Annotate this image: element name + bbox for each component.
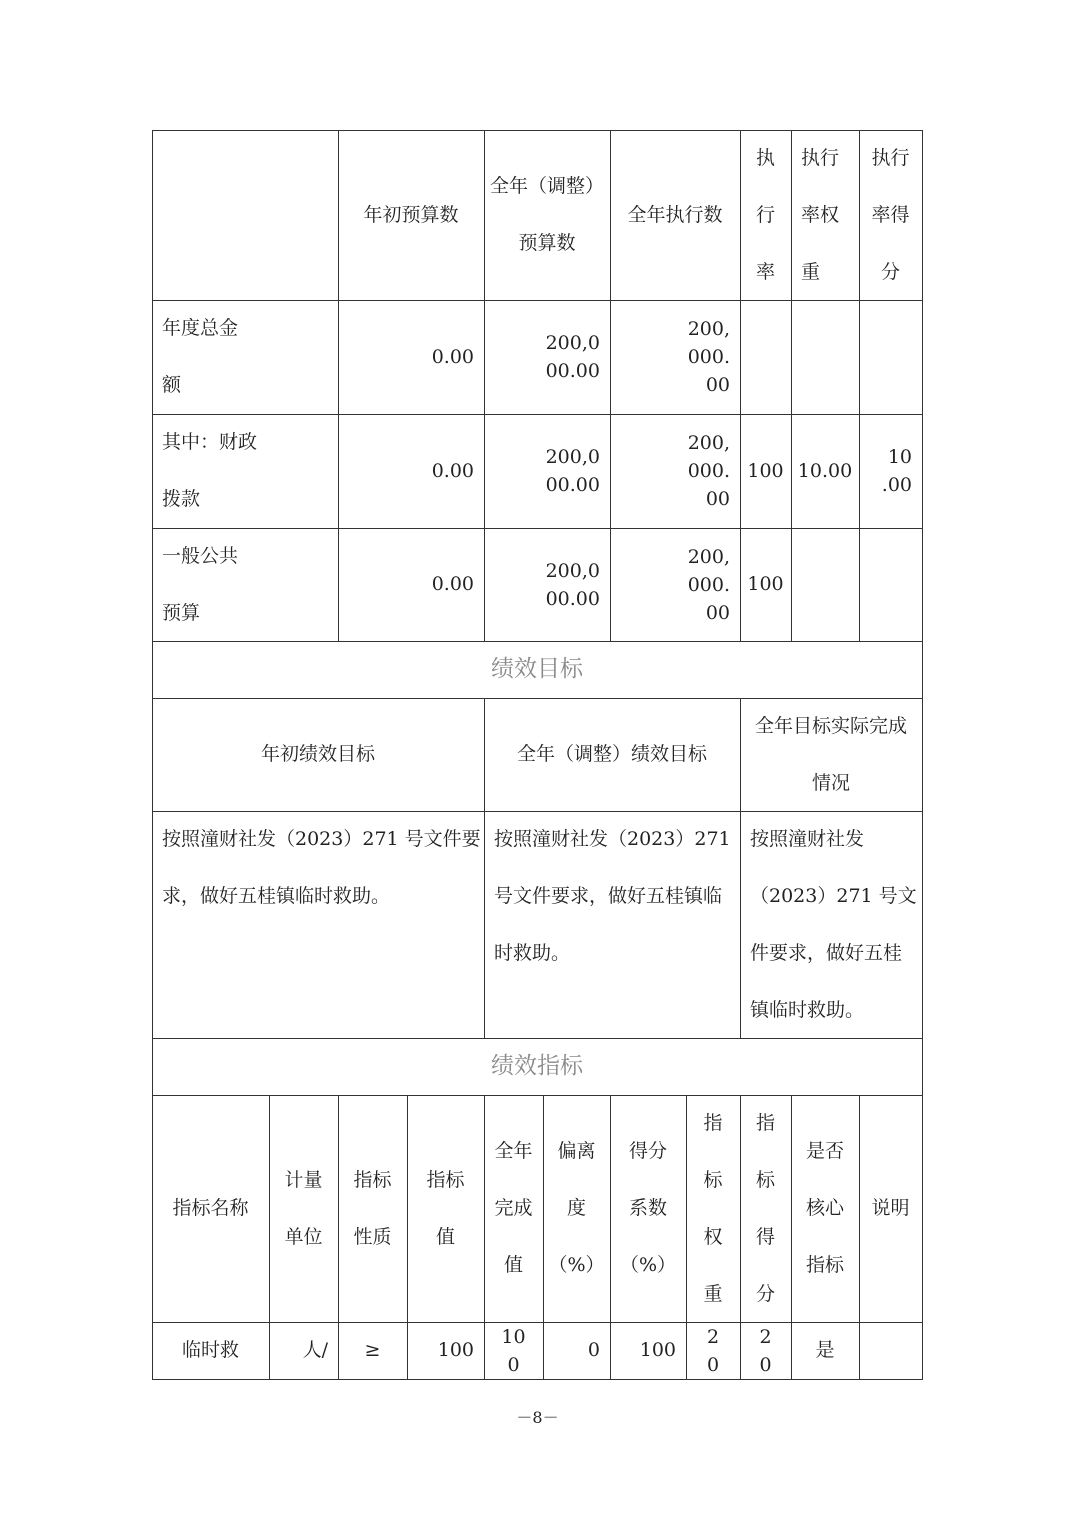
ind-head-coef: 得分 系数 （%） — [619, 1140, 677, 1276]
grid-line — [740, 130, 741, 641]
goals-section-title: 绩效目标 — [491, 656, 583, 683]
grid-line — [152, 1038, 923, 1039]
grid-line — [610, 1095, 611, 1379]
grid-line — [152, 1095, 923, 1096]
grid-line — [152, 130, 153, 1380]
budget-row-executed: 200, 000. 00 — [687, 318, 730, 396]
grid-line — [791, 130, 792, 641]
grid-line — [152, 528, 923, 529]
ind-head-weight: 指 标 权 重 — [703, 1111, 723, 1305]
page-number: －8－ — [516, 1408, 559, 1427]
header-rate-score: 执行 率得 分 — [871, 146, 910, 283]
grid-line — [152, 1379, 923, 1380]
grid-line — [152, 641, 923, 642]
header-initial-budget: 年初预算数 — [363, 203, 459, 226]
grid-line — [407, 1095, 408, 1379]
ind-head-unit: 计量 单位 — [284, 1168, 323, 1248]
grid-line — [686, 1095, 687, 1379]
grid-line — [791, 1095, 792, 1379]
grid-line — [484, 1095, 485, 1379]
ind-head-nature: 指标 性质 — [353, 1168, 392, 1248]
budget-row-label: 一般公共 预算 — [162, 544, 239, 624]
budget-row-executed: 200, 000. 00 — [687, 545, 730, 624]
goals-text-adjusted: 按照潼财社发（2023）271 号文件要求，做好五桂镇临 时救助。 — [494, 828, 731, 964]
budget-row-executed: 200, 000. 00 — [687, 432, 730, 510]
ind-row-coef: 100 — [639, 1339, 676, 1362]
grid-line — [152, 414, 923, 415]
grid-line — [484, 698, 485, 1038]
grid-line — [740, 698, 741, 1038]
grid-line — [859, 1095, 860, 1379]
budget-row-adjusted: 200,0 00.00 — [545, 559, 600, 610]
header-adjusted-budget: 全年（调整） 预算数 — [489, 175, 604, 254]
indicators-section-title: 绩效指标 — [491, 1053, 583, 1080]
header-exec-rate: 执 行 率 — [755, 146, 775, 283]
grid-line — [740, 1095, 741, 1379]
grid-line — [543, 1095, 544, 1379]
budget-row-rate: 100 — [747, 573, 784, 596]
budget-row-rate: 100 — [747, 459, 784, 482]
grid-line — [152, 1322, 923, 1323]
grid-line — [484, 130, 485, 641]
ind-head-note: 说明 — [871, 1197, 910, 1220]
ind-head-score: 指 标 得 分 — [755, 1111, 775, 1305]
ind-row-note — [859, 1322, 922, 1379]
header-executed: 全年执行数 — [627, 203, 723, 226]
grid-line — [922, 130, 923, 1380]
grid-line — [859, 130, 860, 641]
ind-row-unit: 人/ — [302, 1339, 328, 1362]
ind-row-nature: ≥ — [364, 1339, 381, 1362]
grid-line — [338, 130, 339, 641]
budget-row-initial: 0.00 — [431, 345, 474, 368]
budget-row-label: 年度总金 额 — [162, 317, 239, 396]
ind-head-value: 指标 值 — [426, 1168, 465, 1248]
goals-head-actual: 全年目标实际完成 情况 — [754, 714, 907, 794]
ind-head-core: 是否 核心 指标 — [805, 1140, 844, 1276]
goals-head-adjusted: 全年（调整）绩效目标 — [516, 743, 707, 766]
grid-line — [610, 130, 611, 641]
header-blank-cell — [152, 130, 338, 300]
budget-row-initial: 0.00 — [431, 573, 474, 596]
budget-row-adjusted: 200,0 00.00 — [545, 446, 600, 496]
budget-row-weight: 10.00 — [797, 459, 853, 482]
grid-line — [152, 130, 923, 131]
ind-row-score: 2 0 — [759, 1325, 772, 1376]
ind-row-completed: 10 0 — [501, 1325, 526, 1376]
goals-text-initial: 按照潼财社发（2023）271 号文件要 求，做好五桂镇临时救助。 — [162, 828, 481, 907]
goals-text-actual: 按照潼财社发 （2023）271 号文 件要求，做好五桂 镇临时救助。 — [750, 828, 917, 1021]
grid-line — [152, 698, 923, 699]
ind-row-deviation: 0 — [587, 1339, 600, 1362]
ind-head-name: 指标名称 — [172, 1197, 249, 1220]
budget-row-label: 其中：财政 拨款 — [162, 431, 258, 510]
grid-line — [152, 811, 923, 812]
goals-head-initial: 年初绩效目标 — [260, 743, 375, 766]
ind-row-core: 是 — [815, 1339, 835, 1362]
budget-row-initial: 0.00 — [431, 459, 474, 482]
ind-row-value: 100 — [437, 1339, 474, 1362]
grid-line — [269, 1095, 270, 1379]
grid-line — [338, 1095, 339, 1379]
budget-row-score: 10 .00 — [881, 446, 912, 496]
budget-row-adjusted: 200,0 00.00 — [545, 332, 600, 382]
ind-head-completed: 全年 完成 值 — [494, 1140, 533, 1276]
grid-line — [152, 300, 923, 301]
header-rate-weight: 执行 率权 重 — [801, 146, 840, 283]
ind-row-name: 临时救 — [181, 1339, 239, 1362]
ind-row-weight: 2 0 — [706, 1325, 720, 1376]
ind-head-deviation: 偏离 度 （%） — [548, 1140, 605, 1276]
